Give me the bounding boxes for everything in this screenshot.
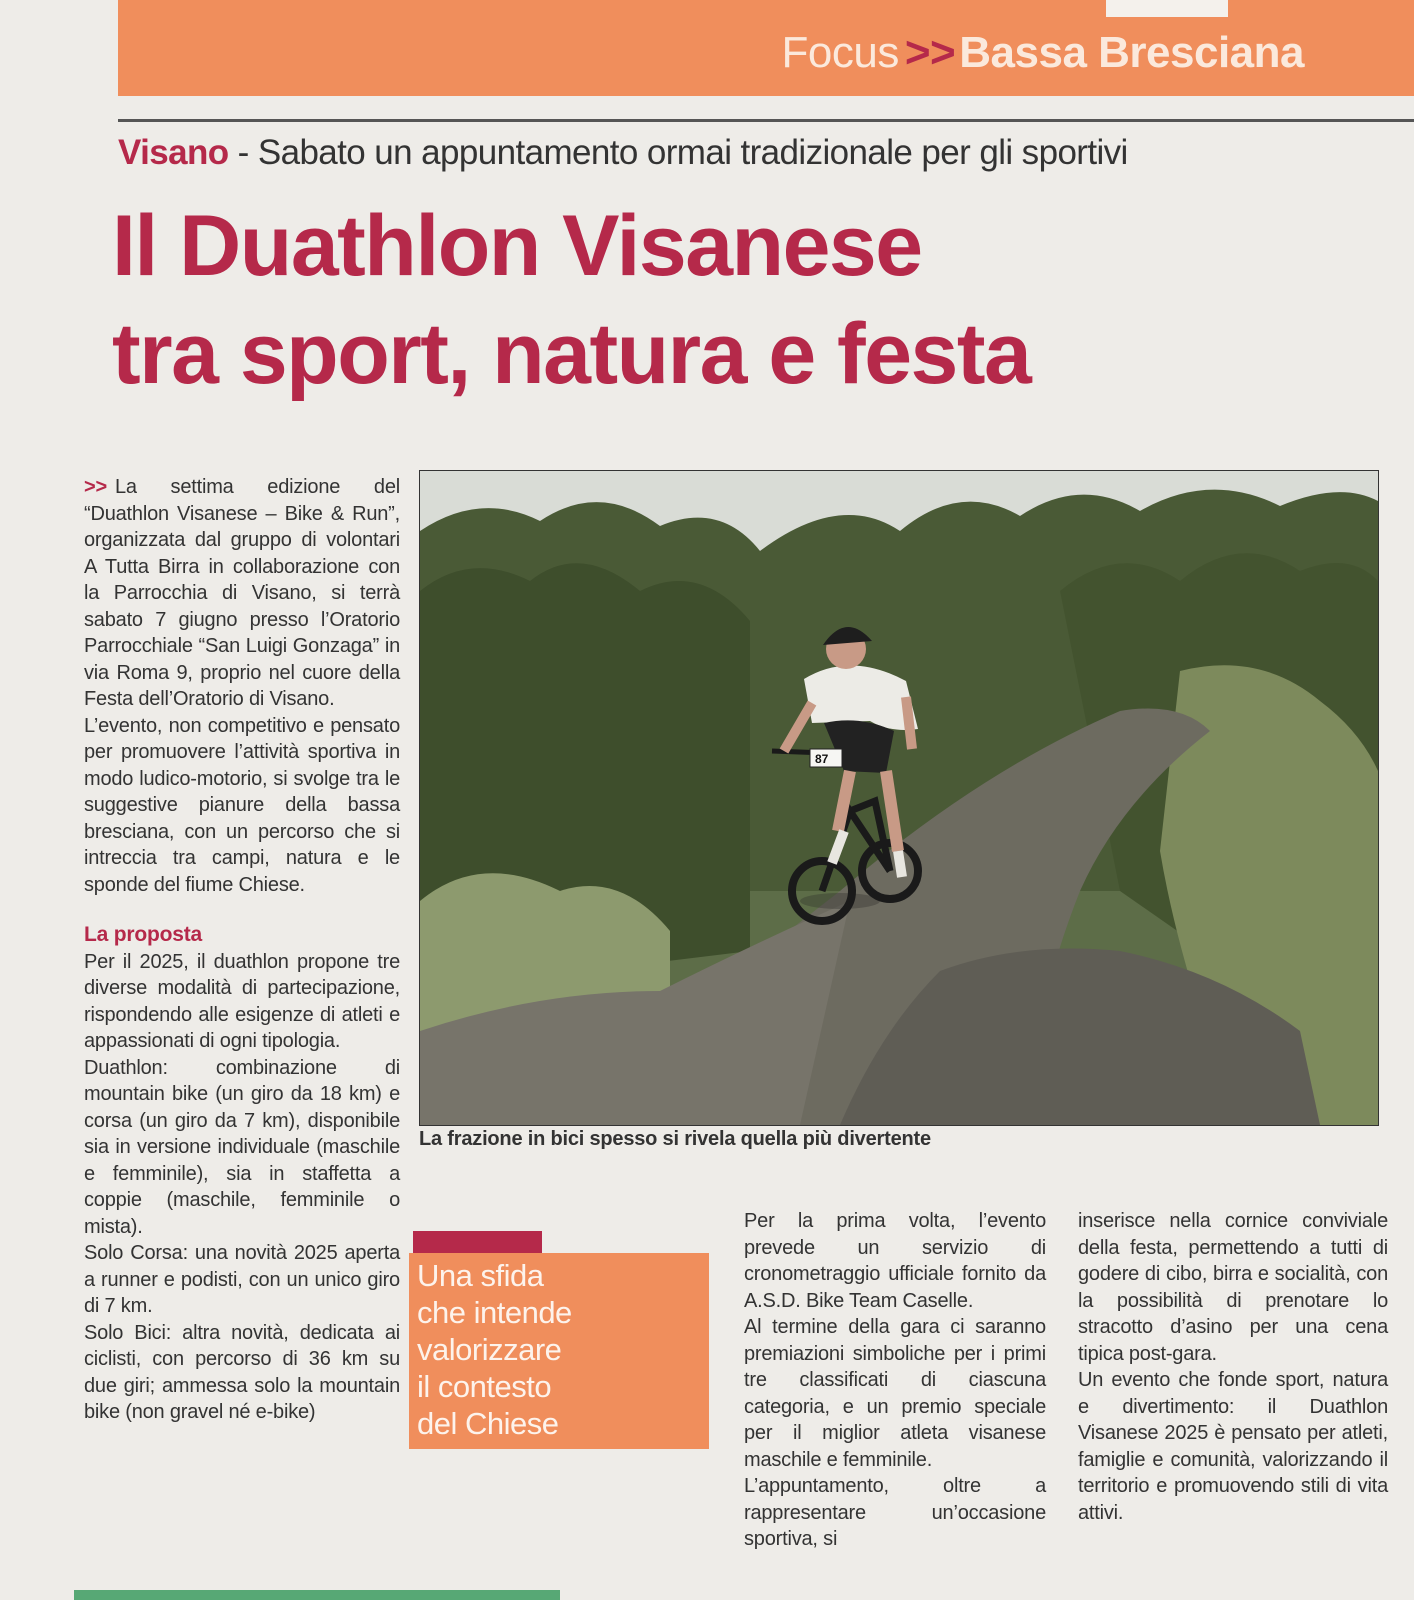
article-paragraph: Per il 2025, il duathlon propone tre diverse modalità di partecipazione, rispondendo alle esigenze di atleti e appassionati di ogni tipologia. xyxy=(84,950,400,1052)
article-column-1 xyxy=(84,474,400,1426)
article-paragraph: Al termine della gara ci saranno premiazioni simboliche per i primi tre classificati di ciascuna categoria, e un premio speciale per il miglior atleta visanese maschile e femminile. xyxy=(744,1316,1046,1471)
photo-caption: La frazione in bici spesso si rivela quella più divertente xyxy=(419,1128,931,1150)
article-paragraph: Duathlon: combinazione di mountain bike (un giro da 18 km) e corsa (un giro da 7 km), disponibile sia in versione individuale (maschile e femminile), sia in staffetta a coppie (maschile, femminile o mista). xyxy=(84,1056,400,1238)
pull-quote xyxy=(409,1253,709,1449)
article-paragraph: L’evento, non competitivo e pensato per promuovere l’attività sportiva in modo ludico-motorio, si svolge tra le suggestive pianure della bassa bresciana, con un percorso che si intreccia tra campi, natura e le sponde del fiume Chiese. xyxy=(84,714,400,896)
pull-quote-line-3: valorizzare xyxy=(417,1332,562,1367)
lead-paragraph xyxy=(84,474,400,713)
kicker-text: - Sabato un appuntamento ormai tradizionale per gli sportivi xyxy=(228,133,1128,172)
pull-quote-text xyxy=(417,1257,572,1442)
section-name: Focus xyxy=(781,28,899,77)
header-rule xyxy=(118,119,1414,122)
section-separator: >> xyxy=(904,28,956,77)
article-photo xyxy=(419,470,1379,1126)
pull-quote-line-2: che intende xyxy=(417,1295,572,1330)
headline xyxy=(112,192,1030,408)
headline-line-1: Il Duathlon Visanese xyxy=(112,198,922,294)
article-paragraph: Un evento che fonde sport, natura e divertimento: il Duathlon Visanese 2025 è pensato per atleti, famiglie e comunità, valorizzando il territorio e promuovendo stili di vita attivi. xyxy=(1078,1369,1388,1524)
article-column-3 xyxy=(744,1208,1046,1553)
article-paragraph: Per la prima volta, l’evento prevede un servizio di cronometraggio ufficiale fornito da A.S.D. Bike Team Caselle. xyxy=(744,1210,1046,1312)
section-label xyxy=(782,28,1304,78)
article-column-4 xyxy=(1078,1208,1388,1526)
article-paragraph: L’appuntamento, oltre a rappresentare un’occasione sportiva, si xyxy=(744,1475,1046,1550)
headline-line-2: tra sport, natura e festa xyxy=(112,306,1031,402)
article-subhead: La proposta xyxy=(84,923,202,946)
kicker xyxy=(118,133,1128,173)
footer-green-bar xyxy=(74,1590,560,1600)
cyclist-photo-illustration xyxy=(420,471,1378,1125)
chevron-marker-icon: >> xyxy=(84,476,107,498)
article-paragraph: inserisce nella cornice conviviale della festa, permettendo a tutti di godere di cibo, birra e socialità, con la possibilità di prenotare lo stracotto d’asino per una cena tipica post-gara. xyxy=(1078,1210,1388,1365)
bib-number: 87 xyxy=(815,752,829,766)
pull-quote-line-4: il contesto xyxy=(417,1369,552,1404)
section-region: Bassa Bresciana xyxy=(959,28,1304,77)
lead-text: La settima edizione del “Duathlon Visanese – Bike & Run”, organizzata dal gruppo di volontari A Tutta Birra in collaborazione con la Parrocchia di Visano, si terrà sabato 7 giugno presso l’Oratorio Parrocchiale “San Luigi Gonzaga” in via Roma 9, proprio nel cuore della Festa dell’Oratorio di Visano. xyxy=(84,476,400,710)
header-notch xyxy=(1106,0,1228,17)
article-paragraph: Solo Bici: altra novità, dedicata ai ciclisti, con percorso di 36 km su due giri; ammessa solo la mountain bike (non gravel né e-bike) xyxy=(84,1321,400,1423)
pull-quote-line-1: Una sfida xyxy=(417,1258,544,1293)
kicker-place: Visano xyxy=(118,133,229,172)
pull-quote-bar xyxy=(413,1231,542,1253)
pull-quote-line-5: del Chiese xyxy=(417,1406,559,1441)
section-header-band xyxy=(118,0,1414,96)
article-paragraph: Solo Corsa: una novità 2025 aperta a runner e podisti, con un unico giro di 7 km. xyxy=(84,1242,400,1317)
